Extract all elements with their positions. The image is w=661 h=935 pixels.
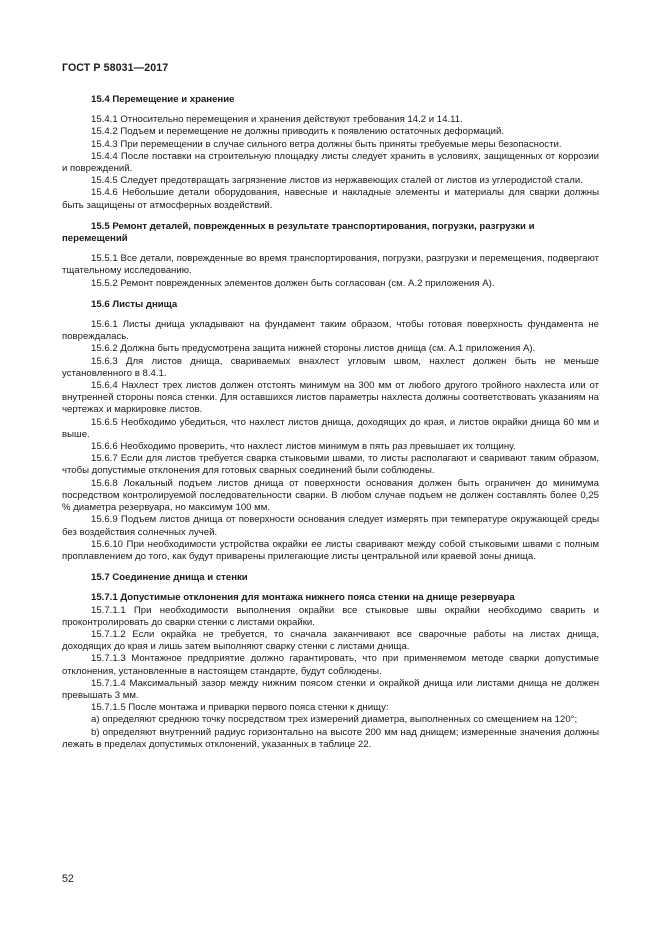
section-heading: 15.6 Листы днища: [91, 298, 178, 310]
paragraph: 15.7.1.4 Максимальный зазор между нижним поясом стенки и окрайкой днища или листами днища не должен превышать 3 мм.: [62, 677, 599, 701]
paragraph: a) определяют среднюю точку посредством трех измерений диаметра, выполненных со смещением на 120°;: [91, 714, 578, 726]
page-number: 52: [62, 873, 74, 885]
section-heading: 15.7 Соединение днища и стенки: [91, 572, 248, 584]
paragraph: 15.6.6 Необходимо проверить, что нахлест листов минимум в пять раз превышает их толщину.: [91, 441, 516, 453]
document-body: [62, 94, 599, 751]
paragraph: 15.6.2 Должна быть предусмотрена защита нижней стороны листов днища (см. А.1 приложения А).: [91, 343, 536, 355]
paragraph: 15.5.2 Ремонт поврежденных элементов должен быть согласован (см. А.2 приложения А).: [91, 277, 495, 289]
section-heading: 15.7.1 Допустимые отклонения для монтажа нижнего пояса стенки на днище резервуара: [91, 592, 515, 604]
paragraph: 15.7.1.1 При необходимости выполнения окрайки все стыковые швы окрайки необходимо сварить и проконтролировать до сварки стенки с листами окрайки.: [62, 604, 599, 628]
paragraph: 15.6.4 Нахлест трех листов должен отстоять минимум на 300 мм от любого другого тройного нахлеста или от внутренней стороны пояса стенки. Для оставшихся листов параметры нахлеста должны соответствовать указаниям на чертежах и маркировке листов.: [62, 380, 599, 416]
paragraph: b) определяют внутренний радиус горизонтально на высоте 200 мм над днищем; измеренные значения должны лежать в пределах допустимых отклонений, указанных в таблице 22.: [62, 726, 599, 750]
paragraph: 15.6.10 При необходимости устройства окрайки ее листы сваривают между собой стыковыми швами с полным проплавлением до того, как будут приварены прилегающие листы центральной или краевой зоны днища.: [62, 538, 599, 562]
paragraph: 15.6.9 Подъем листов днища от поверхности основания следует измерять при температуре окружающей среды без воздействия солнечных лучей.: [62, 514, 599, 538]
paragraph: 15.4.4 После поставки на строительную площадку листы следует хранить в условиях, защищенных от коррозии и повреждений.: [62, 150, 599, 175]
paragraph: 15.4.2 Подъем и перемещение не должны приводить к появлению остаточных деформаций.: [91, 126, 505, 138]
paragraph: 15.7.1.3 Монтажное предприятие должно гарантировать, что при применяемом методе сварки допустимые отклонения, установленные в настоящем стандарте, будут соблюдены.: [62, 653, 599, 677]
paragraph: 15.5.1 Все детали, поврежденные во время транспортирования, погрузки, разгрузки и перемещения, подвергают тщательному исследованию.: [62, 253, 599, 277]
paragraph: 15.4.6 Небольшие детали оборудования, навесные и накладные элементы и материалы для сварки должны быть защищены от атмосферных воздействий.: [62, 187, 599, 211]
document-code: ГОСТ Р 58031—2017: [62, 62, 169, 74]
paragraph: 15.6.5 Необходимо убедиться, что нахлест листов днища, доходящих до края, и листов окрайки днища 60 мм и выше.: [62, 416, 599, 440]
paragraph: 15.6.1 Листы днища укладывают на фундамент таким образом, чтобы готовая поверхность фундамента не повреждалась.: [62, 319, 599, 343]
paragraph: 15.6.3 Для листов днища, свариваемых внахлест угловым швом, нахлест должен быть не меньше установленного в 8.4.1.: [62, 355, 599, 379]
paragraph: 15.4.5 Следует предотвращать загрязнение листов из нержавеющих сталей от листов из углеродистой стали.: [91, 175, 583, 187]
paragraph: 15.6.7 Если для листов требуется сварка стыковыми швами, то листы располагают и сваривают таким образом, чтобы допустимые отклонения для готовых сварных соединений были соблюдены.: [62, 453, 599, 477]
paragraph: 15.7.1.2 Если окрайка не требуется, то сначала заканчивают все сварочные работы на листах днища, доходящих до края и лишь затем выполняют сварку стенки с листами днища.: [62, 628, 599, 653]
paragraph: 15.4.3 При перемещении в случае сильного ветра должны быть приняты требуемые меры безопасности.: [91, 138, 562, 150]
section-heading: 15.4 Перемещение и хранение: [91, 94, 235, 105]
section-heading: 15.5 Ремонт деталей, поврежденных в результате транспортирования, погрузки, разгрузки и перемещений: [62, 220, 535, 245]
paragraph: 15.6.8 Локальный подъем листов днища от поверхности основания должен быть ограничен до минимума посредством контролируемой последовательности сварки. В любом случае подъем не должен составлять более 0,25 % диаметра резервуара, но максимум 100 мм.: [62, 477, 599, 514]
paragraph: 15.4.1 Относительно перемещения и хранения действуют требования 14.2 и 14.11.: [91, 114, 463, 126]
paragraph: 15.7.1.5 После монтажа и приварки первого пояса стенки к днищу:: [91, 702, 389, 714]
